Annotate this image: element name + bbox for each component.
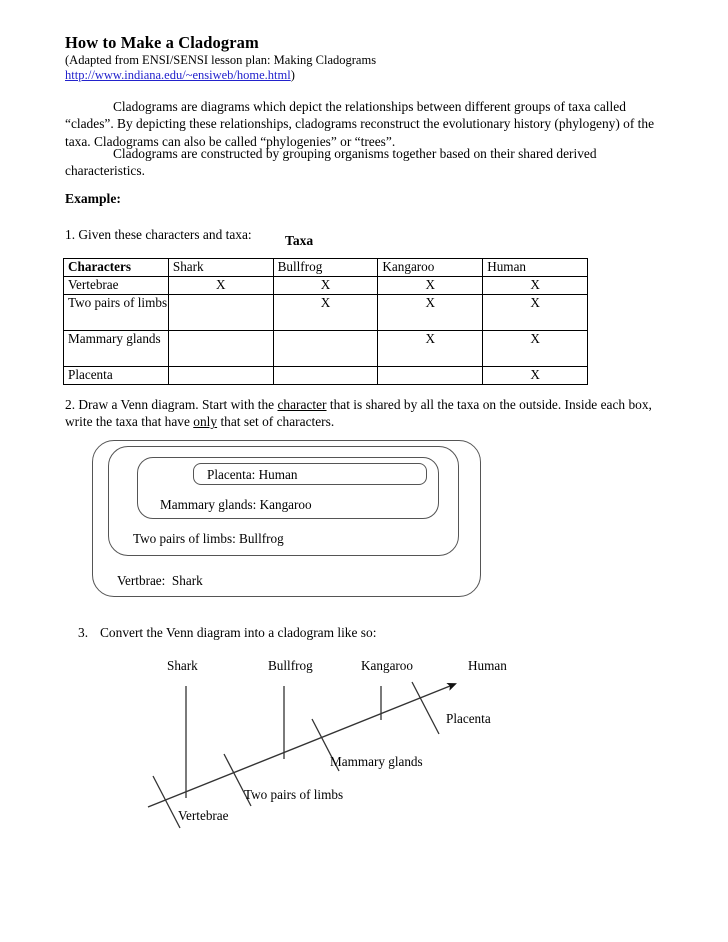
row-character-label: Vertebrae [64, 277, 169, 295]
cladogram-character-mammary-glands: Mammary glands [330, 754, 423, 769]
step-2-text [65, 396, 665, 431]
step-1-text: 1. Given these characters and taxa: [65, 227, 252, 242]
step-2-part-2: that is shared by all the taxa on the outside. Inside each box, write the taxa that have [65, 397, 652, 430]
taxa-column-group-label: Taxa [285, 233, 314, 248]
cell-mammary-shark [168, 331, 273, 367]
cell-limbs-shark [168, 295, 273, 331]
table-header-shark: Shark [168, 259, 273, 277]
intro-paragraph-1: Cladograms are diagrams which depict the relationships between different groups of taxa called “clades”. By depicting these relationships, cladograms reconstruct the evolutionary history (phylogeny) of the taxa. Cladograms can also be called “phylogenies” or “trees”. [65, 99, 655, 149]
table-header-bullfrog: Bullfrog [273, 259, 378, 277]
table-row [64, 295, 588, 331]
cladogram-figure [0, 650, 728, 840]
cell-limbs-kangaroo: X [378, 295, 483, 331]
step-3-number: 3. [78, 625, 89, 640]
cell-vertebrae-human: X [483, 277, 588, 295]
page-title: How to Make a Cladogram [65, 33, 259, 52]
table-header-row [64, 259, 588, 277]
source-url-link[interactable]: http://www.indiana.edu/~ensiweb/home.html [65, 68, 291, 82]
tick-mark-placenta [412, 682, 439, 734]
cladogram-taxon-bullfrog: Bullfrog [268, 658, 313, 673]
step-2-underline-only: only [193, 414, 218, 430]
table-header-human: Human [483, 259, 588, 277]
venn-label-vertbrae: Vertbrae: Shark [117, 573, 203, 588]
venn-label-two-pairs-of-limbs: Two pairs of limbs: Bullfrog [133, 531, 284, 546]
character-taxa-table [63, 258, 588, 385]
cell-placenta-shark [168, 367, 273, 385]
table-row [64, 277, 588, 295]
cell-placenta-human: X [483, 367, 588, 385]
row-character-label: Two pairs of limbs [64, 295, 169, 331]
cladogram-character-two-pairs-of-limbs: Two pairs of limbs [244, 787, 344, 802]
cell-mammary-human: X [483, 331, 588, 367]
venn-label-mammary-glands: Mammary glands: Kangaroo [160, 497, 312, 512]
cladogram-taxon-human: Human [468, 658, 507, 673]
cladogram-character-vertebrae: Vertebrae [178, 808, 229, 823]
step-2-underline-character: character [277, 397, 327, 412]
cell-mammary-kangaroo: X [378, 331, 483, 367]
step-2-part-3: that set of characters. [217, 414, 335, 430]
url-suffix: ) [290, 68, 295, 82]
page-subtitle: (Adapted from ENSI/SENSI lesson plan: Making Cladograms [65, 53, 377, 67]
row-character-label: Mammary glands [64, 331, 169, 367]
step-3-text [78, 625, 376, 641]
row-character-label: Placenta [64, 367, 169, 385]
cell-vertebrae-kangaroo: X [378, 277, 483, 295]
table-row [64, 331, 588, 367]
venn-label-placenta: Placenta: Human [207, 467, 298, 482]
cell-placenta-bullfrog [273, 367, 378, 385]
cladogram-taxon-kangaroo: Kangaroo [361, 658, 413, 673]
cell-vertebrae-bullfrog: X [273, 277, 378, 295]
cell-limbs-bullfrog: X [273, 295, 378, 331]
cladogram-taxon-shark: Shark [167, 658, 198, 673]
cell-placenta-kangaroo [378, 367, 483, 385]
intro-paragraph-2: Cladograms are constructed by grouping organisms together based on their shared derived characteristics. [65, 146, 597, 179]
cell-limbs-human: X [483, 295, 588, 331]
step-3-label: Convert the Venn diagram into a cladogram like so: [100, 625, 377, 640]
table-row [64, 367, 588, 385]
cell-mammary-bullfrog [273, 331, 378, 367]
tick-mark-vertebrae [153, 776, 180, 828]
cladogram-character-placenta: Placenta [446, 711, 491, 726]
cell-vertebrae-shark: X [168, 277, 273, 295]
example-heading: Example: [65, 191, 121, 206]
table-header-characters: Characters [64, 259, 169, 277]
step-2-part-1: 2. Draw a Venn diagram. Start with the [65, 397, 278, 412]
source-url-line [65, 68, 295, 83]
table-header-kangaroo: Kangaroo [378, 259, 483, 277]
